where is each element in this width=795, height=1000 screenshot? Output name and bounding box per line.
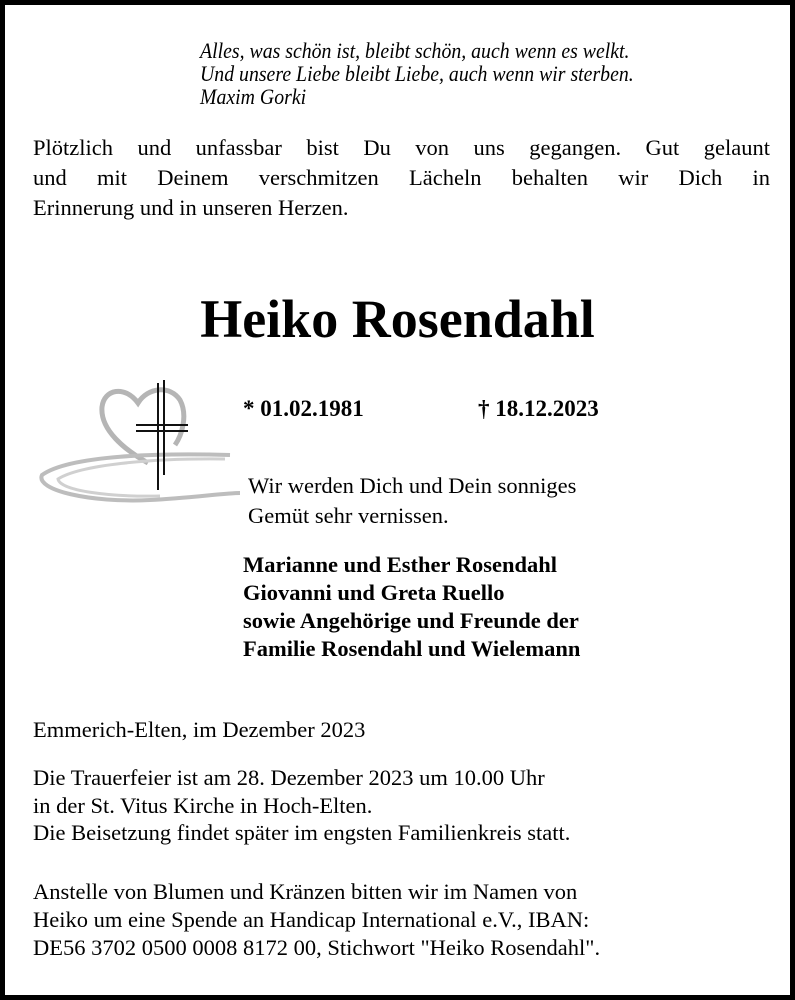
intro-line: Erinnerung und in unseren Herzen.	[33, 195, 349, 220]
quote-line: Alles, was schön ist, bleibt schön, auch wenn es welkt.	[200, 38, 630, 63]
donation-info	[33, 878, 600, 962]
heart-cross-icon	[30, 375, 245, 510]
intro-paragraph	[33, 133, 770, 223]
quote-line: Und unsere Liebe bleibt Liebe, auch wenn wir sterben.	[200, 61, 634, 86]
place-date: Emmerich-Elten, im Dezember 2023	[33, 717, 366, 742]
obituary-page	[5, 5, 790, 995]
quote	[200, 39, 634, 108]
donation-line: DE56 3702 0500 0008 8172 00, Stichwort "Heiko Rosendahl".	[33, 935, 601, 960]
funeral-line: in der St. Vitus Kirche in Hoch-Elten.	[33, 792, 373, 818]
intro-line: und mit Deinem verschmitzen Lächeln behalten wir Dich in	[33, 165, 770, 190]
mourner-line: sowie Angehörige und Freunde der	[243, 608, 579, 633]
funeral-line: Die Trauerfeier ist am 28. Dezember 2023 um 10.00 Uhr	[33, 765, 545, 790]
intro-line: Plötzlich und unfassbar bist Du von uns gegangen. Gut gelaunt	[33, 135, 770, 160]
farewell-message	[248, 471, 576, 531]
donation-line: Heiko um eine Spende an Handicap International e.V., IBAN:	[33, 907, 590, 932]
birth-date: * 01.02.1981	[243, 396, 364, 421]
mourner-line: Marianne und Esther Rosendahl	[243, 552, 558, 577]
message-line: Wir werden Dich und Dein sonniges	[248, 473, 577, 498]
funeral-info	[33, 764, 570, 847]
mourner-line: Giovanni und Greta Ruello	[243, 580, 505, 605]
death-date: † 18.12.2023	[478, 396, 599, 421]
quote-author: Maxim Gorki	[200, 84, 307, 109]
message-line: Gemüt sehr vernissen.	[248, 503, 449, 528]
mourner-line: Familie Rosendahl und Wielemann	[243, 636, 581, 661]
donation-line: Anstelle von Blumen und Kränzen bitten wir im Namen von	[33, 879, 578, 904]
funeral-line: Die Beisetzung findet später im engsten Familienkreis statt.	[33, 820, 571, 845]
deceased-name: Heiko Rosendahl	[200, 289, 595, 349]
mourners-list	[243, 551, 580, 663]
